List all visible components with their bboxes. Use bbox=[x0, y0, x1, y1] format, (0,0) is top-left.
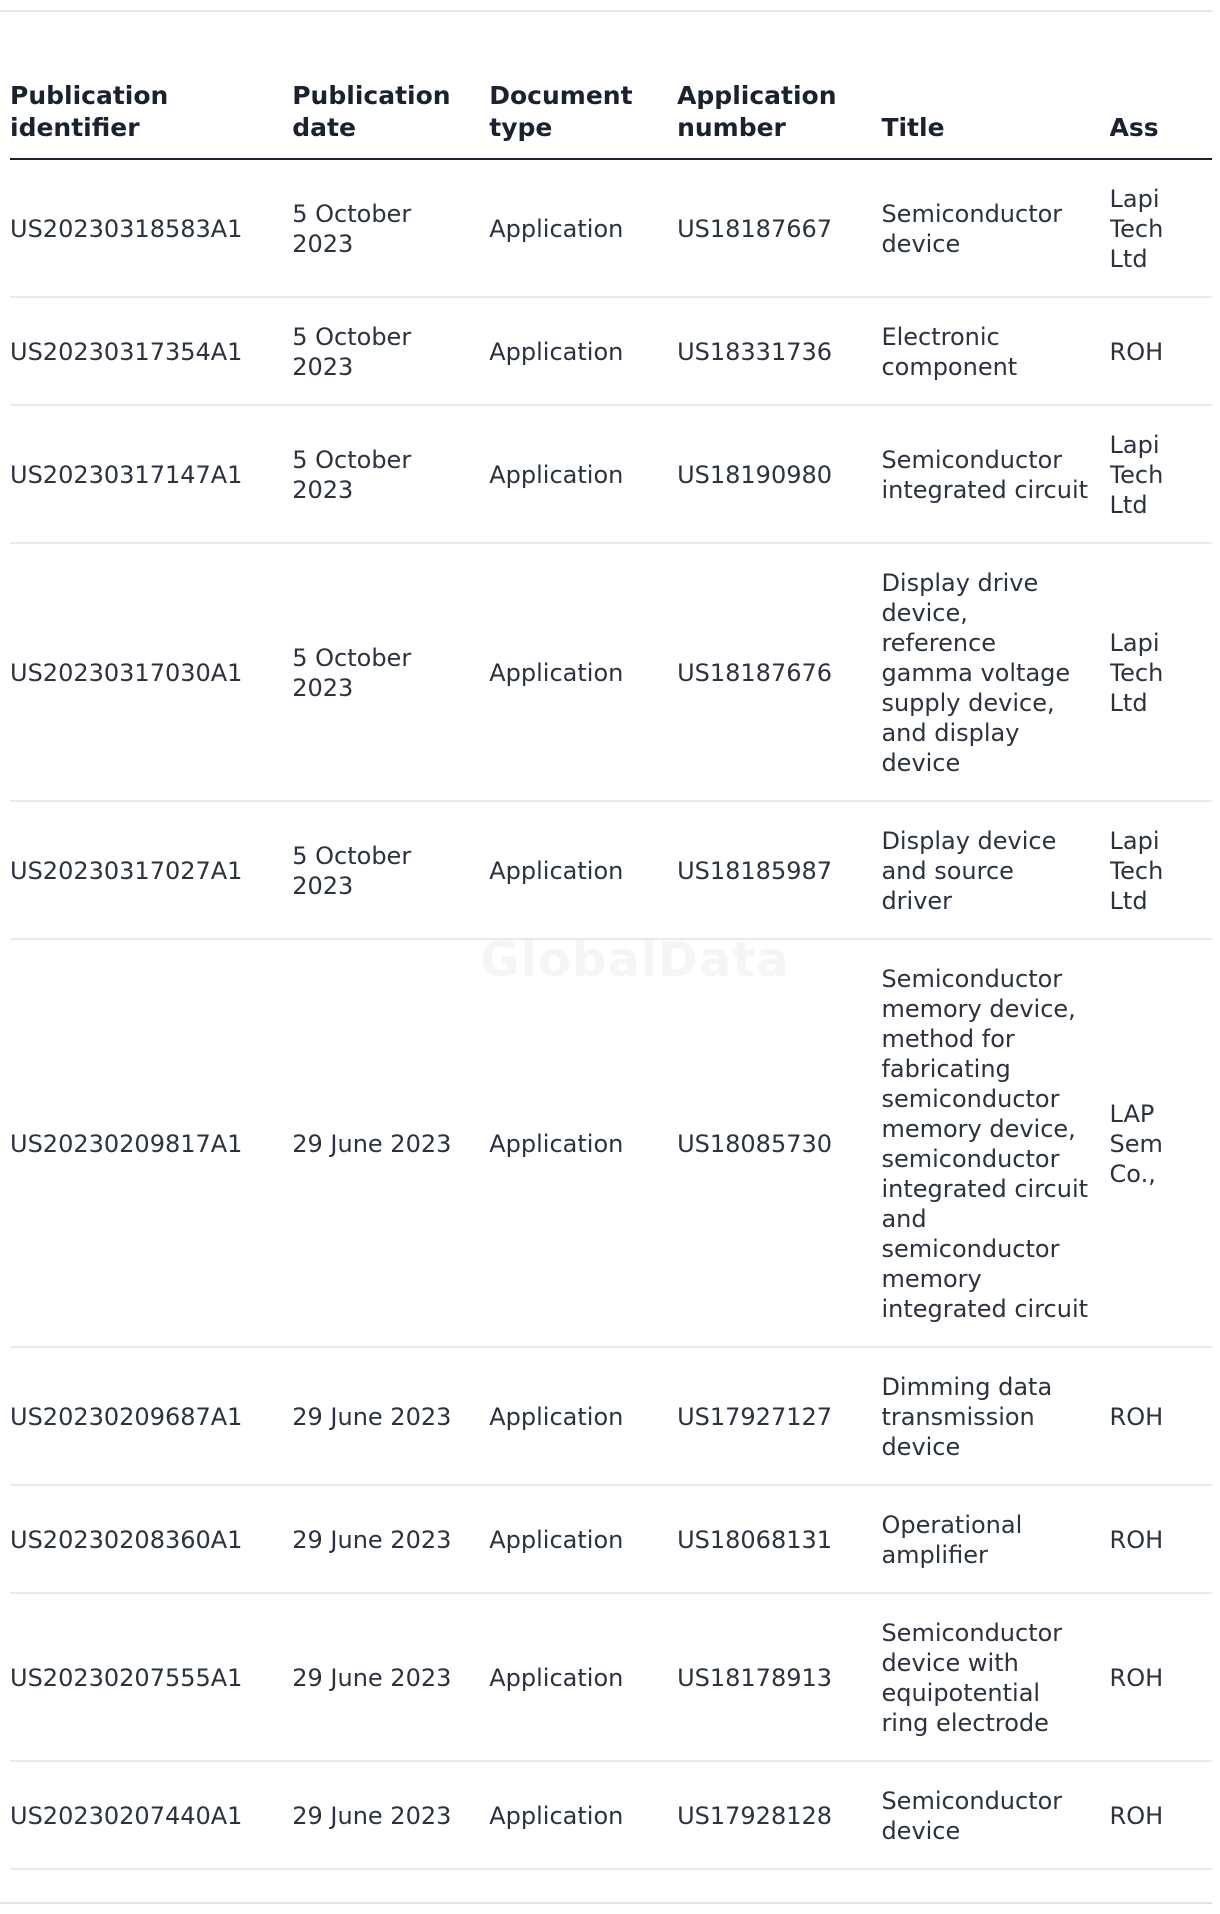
publication-identifier-cell: US20230209817A1 bbox=[10, 939, 292, 1347]
publication-date-cell: 29 June 2023 bbox=[292, 1347, 489, 1485]
assignee-line: Ltd bbox=[1109, 491, 1148, 519]
title-cell: Semiconductor device with equipotential ring electrode bbox=[881, 1593, 1109, 1761]
assignee-line: Ltd bbox=[1109, 689, 1148, 717]
document-type-cell: Application bbox=[489, 543, 677, 801]
assignee-line: Tech bbox=[1109, 215, 1164, 243]
publication-identifier-cell: US20230207555A1 bbox=[10, 1593, 292, 1761]
title-cell: Semiconductor device bbox=[881, 1761, 1109, 1869]
assignee-line: ROH bbox=[1109, 1802, 1164, 1830]
title-cell: Operational amplifier bbox=[881, 1485, 1109, 1593]
table-row bbox=[10, 1593, 1212, 1761]
assignee-line: ROH bbox=[1109, 1664, 1164, 1692]
column-header-title: Title bbox=[881, 60, 1109, 159]
assignee-line: Tech bbox=[1109, 659, 1164, 687]
publication-date-cell: 29 June 2023 bbox=[292, 939, 489, 1347]
column-header-assignee: Ass bbox=[1110, 60, 1212, 159]
application-number-cell: US18085730 bbox=[677, 939, 881, 1347]
publication-identifier-cell: US20230317147A1 bbox=[10, 405, 292, 543]
assignee-line: ROH bbox=[1109, 1403, 1164, 1431]
document-type-cell: Application bbox=[489, 1761, 677, 1869]
document-type-cell: Application bbox=[489, 1347, 677, 1485]
title-cell: Electronic component bbox=[881, 297, 1109, 405]
table-row bbox=[10, 159, 1212, 297]
publication-date-cell: 5 October 2023 bbox=[292, 801, 489, 939]
publication-identifier-cell: US20230208360A1 bbox=[10, 1485, 292, 1593]
assignee-line: Lapi bbox=[1109, 827, 1160, 855]
document-type-cell: Application bbox=[489, 939, 677, 1347]
application-number-cell: US17927127 bbox=[677, 1347, 881, 1485]
publication-date-cell: 5 October 2023 bbox=[292, 543, 489, 801]
table-row bbox=[10, 1347, 1212, 1485]
assignee-line: Tech bbox=[1109, 461, 1164, 489]
table-row bbox=[10, 801, 1212, 939]
title-cell: Semiconductor integrated circuit bbox=[881, 405, 1109, 543]
table-header bbox=[10, 60, 1212, 159]
assignee-line: ROH bbox=[1109, 338, 1164, 366]
title-cell: Display device and source driver bbox=[881, 801, 1109, 939]
document-type-cell: Application bbox=[489, 1485, 677, 1593]
assignee-cell bbox=[1110, 159, 1212, 297]
publication-identifier-cell: US20230317030A1 bbox=[10, 543, 292, 801]
assignee-cell bbox=[1110, 1347, 1212, 1485]
assignee-line: Lapi bbox=[1109, 629, 1160, 657]
assignee-line: ROH bbox=[1109, 1526, 1164, 1554]
document-type-cell: Application bbox=[489, 405, 677, 543]
table-row bbox=[10, 405, 1212, 543]
table-row bbox=[10, 1761, 1212, 1869]
publication-date-cell: 5 October 2023 bbox=[292, 159, 489, 297]
table-row bbox=[10, 543, 1212, 801]
assignee-cell bbox=[1110, 297, 1212, 405]
assignee-cell bbox=[1110, 405, 1212, 543]
document-type-cell: Application bbox=[489, 159, 677, 297]
publication-date-cell: 29 June 2023 bbox=[292, 1593, 489, 1761]
title-cell: Semiconductor memory device, method for fabricating semiconductor memory device, semiconductor integrated circuit and semiconductor memory integrated circuit bbox=[881, 939, 1109, 1347]
assignee-cell bbox=[1110, 939, 1212, 1347]
application-number-cell: US18190980 bbox=[677, 405, 881, 543]
assignee-line: Ltd bbox=[1109, 887, 1148, 915]
document-type-cell: Application bbox=[489, 801, 677, 939]
top-divider bbox=[0, 10, 1212, 12]
column-header-publication-date: Publication date bbox=[292, 60, 489, 159]
publication-date-cell: 29 June 2023 bbox=[292, 1485, 489, 1593]
bottom-divider bbox=[0, 1902, 1212, 1904]
application-number-cell: US18187676 bbox=[677, 543, 881, 801]
publications-table bbox=[10, 60, 1212, 1870]
title-cell: Dimming data transmission device bbox=[881, 1347, 1109, 1485]
assignee-line: Sem bbox=[1109, 1130, 1163, 1158]
column-header-document-type: Document type bbox=[489, 60, 677, 159]
publication-identifier-cell: US20230207440A1 bbox=[10, 1761, 292, 1869]
assignee-cell bbox=[1110, 801, 1212, 939]
publication-date-cell: 29 June 2023 bbox=[292, 1761, 489, 1869]
application-number-cell: US18187667 bbox=[677, 159, 881, 297]
assignee-cell bbox=[1110, 1761, 1212, 1869]
assignee-line: Lapi bbox=[1109, 185, 1160, 213]
publication-identifier-cell: US20230317027A1 bbox=[10, 801, 292, 939]
watermark: GlobalData bbox=[480, 932, 790, 988]
assignee-line: Ltd bbox=[1109, 245, 1148, 273]
application-number-cell: US18185987 bbox=[677, 801, 881, 939]
header-row bbox=[10, 60, 1212, 159]
assignee-line: Co., bbox=[1109, 1160, 1156, 1188]
title-cell: Display drive device, reference gamma voltage supply device, and display device bbox=[881, 543, 1109, 801]
publication-identifier-cell: US20230317354A1 bbox=[10, 297, 292, 405]
publication-identifier-cell: US20230209687A1 bbox=[10, 1347, 292, 1485]
publication-date-cell: 5 October 2023 bbox=[292, 405, 489, 543]
assignee-line: Tech bbox=[1109, 857, 1164, 885]
publication-date-cell: 5 October 2023 bbox=[292, 297, 489, 405]
assignee-cell bbox=[1110, 543, 1212, 801]
assignee-cell bbox=[1110, 1593, 1212, 1761]
document-type-cell: Application bbox=[489, 297, 677, 405]
table-row bbox=[10, 1485, 1212, 1593]
assignee-line: LAP bbox=[1109, 1100, 1155, 1128]
application-number-cell: US17928128 bbox=[677, 1761, 881, 1869]
title-cell: Semiconductor device bbox=[881, 159, 1109, 297]
column-header-application-number: Application number bbox=[677, 60, 881, 159]
table-row bbox=[10, 297, 1212, 405]
assignee-line: Lapi bbox=[1109, 431, 1160, 459]
application-number-cell: US18068131 bbox=[677, 1485, 881, 1593]
application-number-cell: US18331736 bbox=[677, 297, 881, 405]
column-header-publication-identifier: Publication identifier bbox=[10, 60, 292, 159]
document-type-cell: Application bbox=[489, 1593, 677, 1761]
table-body bbox=[10, 159, 1212, 1869]
publication-identifier-cell: US20230318583A1 bbox=[10, 159, 292, 297]
assignee-cell bbox=[1110, 1485, 1212, 1593]
table-row bbox=[10, 939, 1212, 1347]
application-number-cell: US18178913 bbox=[677, 1593, 881, 1761]
